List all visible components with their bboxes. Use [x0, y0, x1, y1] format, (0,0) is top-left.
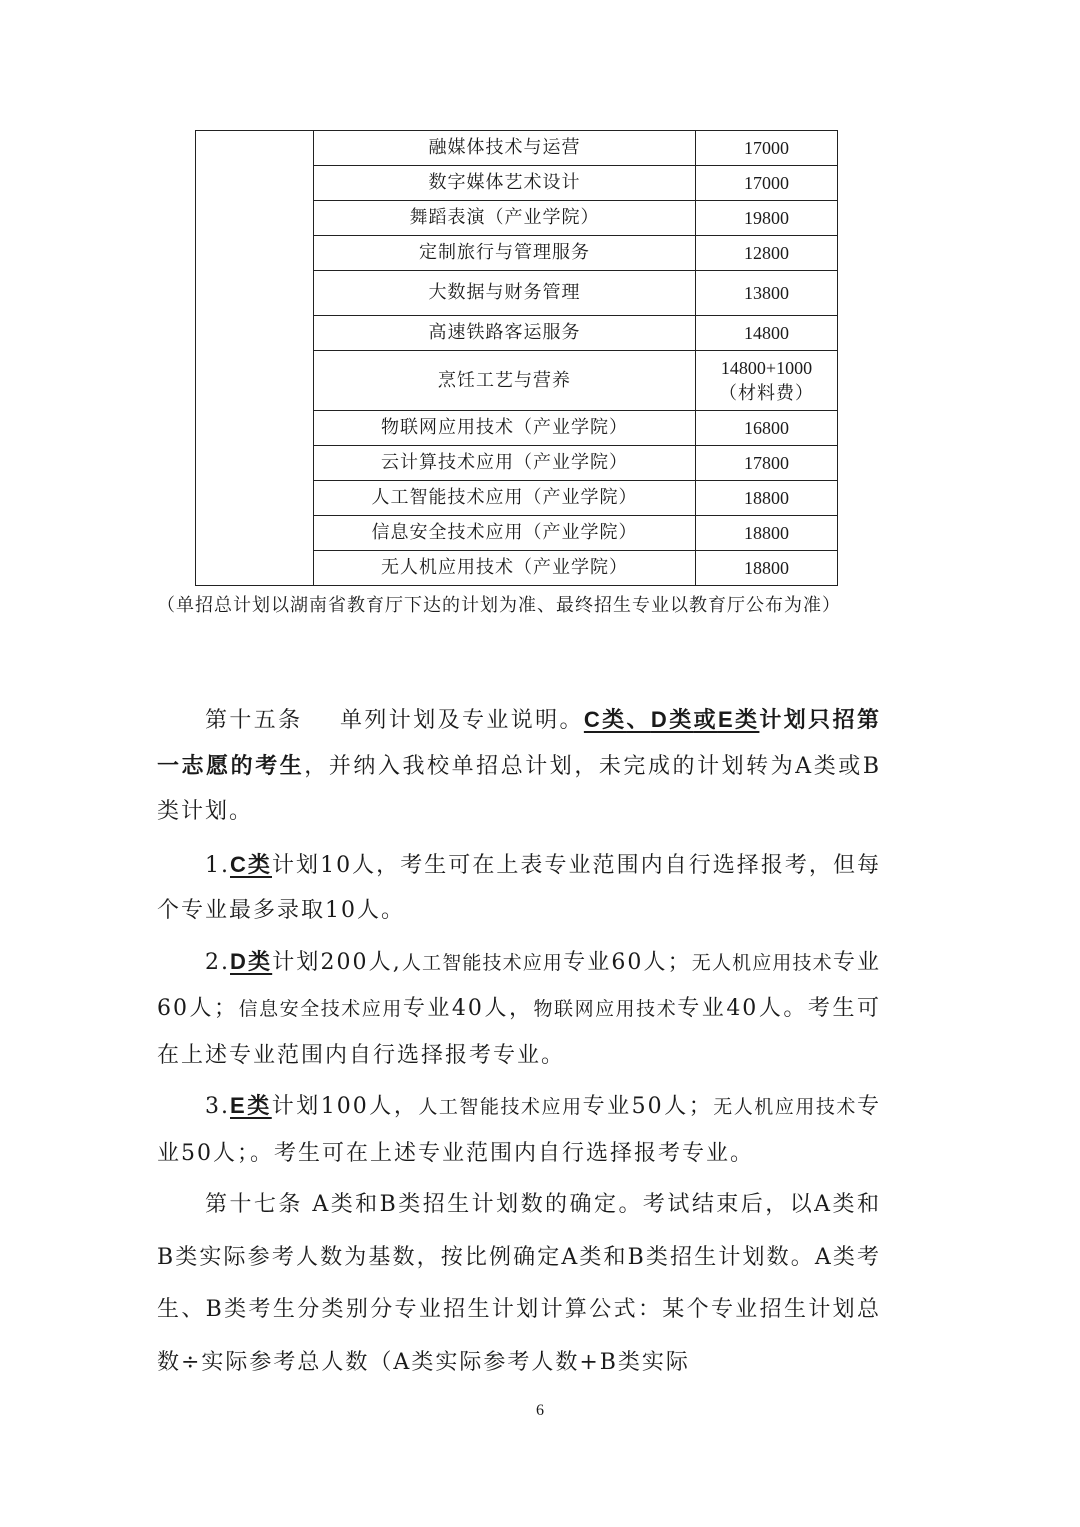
major-name: 无人机应用技术 — [712, 1096, 857, 1118]
article-lead: 单列计划及专业说明。 — [340, 708, 584, 733]
emphasis-tail: 计划只招第一志愿的考生 — [157, 707, 881, 779]
fee-cell: 14800 — [696, 316, 838, 351]
fee-cell: 17800 — [696, 446, 838, 481]
item-text: 专业40人。考生可在上述专业范围内自行选择报考专业。 — [157, 996, 881, 1068]
major-cell: 云计算技术应用（产业学院） — [314, 446, 696, 481]
article-text: A类和B类招生计划数的确定。考试结束后，以A类和B类实际参考人数为基数，按比例确定A类和B类招生计划数。A类考生、B类考生分类别分专业招生计划计算公式：某个专业招生计划总数÷实际参考总人数（A类实际参考人数+B类实际 — [157, 1192, 881, 1375]
article-heading: 第十七条 — [205, 1192, 303, 1217]
fee-cell: 18800 — [696, 551, 838, 586]
fee-cell: 19800 — [696, 201, 838, 236]
major-cell: 定制旅行与管理服务 — [314, 236, 696, 271]
item-text: 计划10人，考生可在上表专业范围内自行选择报考，但每个专业最多录取10人。 — [157, 852, 882, 923]
conjunction: 或 — [693, 707, 718, 733]
fee-cell: 18800 — [696, 516, 838, 551]
item-1 — [157, 842, 881, 934]
fee-cell: 18800 — [696, 481, 838, 516]
item-text: 专业50人； — [582, 1094, 713, 1119]
table-row — [196, 131, 838, 166]
class-c-label: C类 — [583, 707, 627, 732]
item-3 — [157, 1083, 881, 1176]
class-e-label: E类 — [230, 1093, 272, 1118]
class-d-label: D类 — [650, 707, 694, 732]
major-name: 人工智能技术应用 — [418, 1096, 583, 1118]
major-cell: 烹饪工艺与营养 — [314, 351, 696, 411]
item-2 — [157, 939, 881, 1079]
separator: 、 — [626, 707, 651, 733]
item-number: 2. — [205, 949, 230, 975]
fee-value: 14800+1000 — [720, 357, 813, 378]
item-text: 计划100人， — [271, 1094, 419, 1119]
item-text: 专业60人； — [563, 949, 692, 975]
item-text: 专业60人； — [157, 949, 881, 1021]
fee-cell: 17000 — [696, 166, 838, 201]
article-heading: 第十五条 — [205, 708, 303, 733]
fee-cell: 13800 — [696, 271, 838, 316]
page-number: 6 — [536, 1402, 544, 1419]
major-cell: 舞蹈表演（产业学院） — [314, 201, 696, 236]
major-cell: 物联网应用技术（产业学院） — [314, 411, 696, 446]
major-name: 人工智能技术应用 — [401, 951, 564, 974]
major-cell: 大数据与财务管理 — [314, 271, 696, 316]
article-rest: ，并纳入我校单招总计划，未完成的计划转为A类或B类计划。 — [157, 753, 881, 824]
table-note: （单招总计划以湖南省教育厅下达的计划为准、最终招生专业以教育厅公布为准） — [157, 595, 841, 616]
major-name: 信息安全技术应用 — [238, 998, 403, 1020]
document-body — [157, 697, 881, 1389]
fee-note: （材料费） — [719, 382, 814, 404]
tuition-table — [195, 130, 838, 586]
category-cell — [196, 131, 314, 586]
fee-cell: 12800 — [696, 236, 838, 271]
class-c-label: C类 — [230, 851, 272, 877]
major-cell: 融媒体技术与运营 — [314, 131, 696, 166]
class-e-label: E类 — [717, 707, 760, 732]
major-cell: 无人机应用技术（产业学院） — [314, 551, 696, 586]
article-17 — [157, 1179, 881, 1389]
major-cell: 信息安全技术应用（产业学院） — [314, 516, 696, 551]
class-d-label: D类 — [230, 948, 273, 974]
item-text: 专业40人， — [402, 996, 534, 1021]
item-text: 专业50人；。考生可在上述专业范围内自行选择报考专业。 — [157, 1094, 881, 1166]
article-15 — [157, 697, 881, 835]
item-text: 计划200人, — [272, 949, 402, 975]
item-number: 3. — [205, 1094, 230, 1119]
fee-cell: 17000 — [696, 131, 838, 166]
major-name: 无人机应用技术 — [691, 951, 833, 974]
major-name: 物联网应用技术 — [533, 998, 678, 1020]
major-cell: 高速铁路客运服务 — [314, 316, 696, 351]
major-cell: 数字媒体艺术设计 — [314, 166, 696, 201]
major-cell: 人工智能技术应用（产业学院） — [314, 481, 696, 516]
fee-cell: 16800 — [696, 411, 838, 446]
fee-cell — [696, 351, 838, 411]
item-number: 1. — [205, 852, 230, 878]
